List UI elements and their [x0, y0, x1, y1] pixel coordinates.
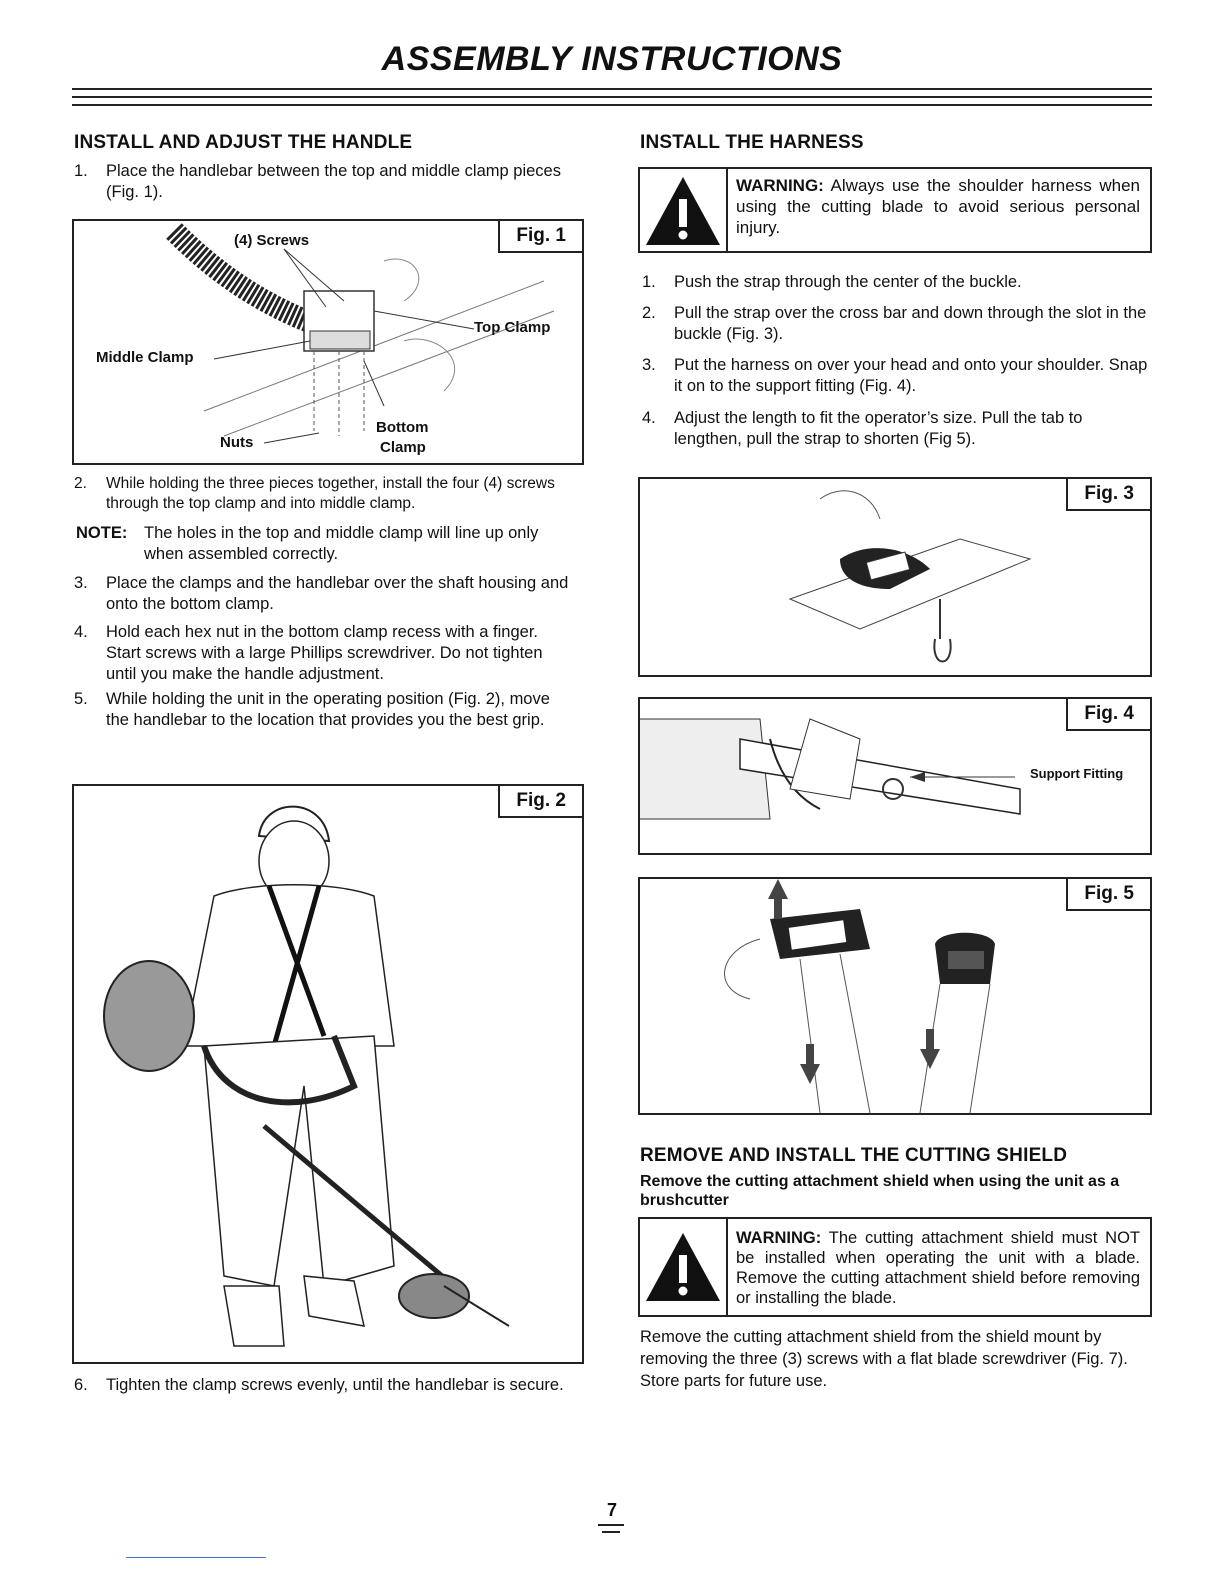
step-number: 1.: [74, 162, 88, 180]
warning-label: WARNING:: [736, 1229, 822, 1247]
step-text: While holding the unit in the operating position (Fig. 2), move the handlebar to the location that provides you the best grip.: [106, 690, 550, 729]
page-number-rule: [598, 1524, 624, 1526]
step-number: 3.: [74, 574, 88, 592]
page-number-rule: [602, 1531, 620, 1533]
title-rule: [72, 104, 1152, 106]
step-text: Place the clamps and the handlebar over the shaft housing and onto the bottom clamp.: [106, 574, 569, 613]
harness-heading: INSTALL THE HARNESS: [640, 132, 864, 153]
warning-triangle-icon: [640, 169, 726, 251]
step-number: 2.: [642, 304, 656, 322]
note-text: The holes in the top and middle clamp will line up only when assembled correctly.: [144, 524, 539, 563]
shield-heading: REMOVE AND INSTALL THE CUTTING SHIELD: [640, 1145, 1068, 1166]
step-text: Put the harness on over your head and onto your shoulder. Snap it on to the support fitting (Fig. 4).: [674, 356, 1148, 395]
callout-nuts: Nuts: [220, 434, 254, 451]
figure-5: [638, 877, 1152, 1115]
shield-subheading: Remove the cutting attachment shield when using the unit as a brushcutter: [640, 1173, 1120, 1209]
clamp-illustration: [74, 221, 582, 463]
figure-label: Fig. 5: [1066, 879, 1150, 911]
step-number: 2.: [74, 475, 87, 492]
callout-clamp: Clamp: [380, 439, 426, 456]
footer-rule: [126, 1557, 266, 1558]
step-number: 5.: [74, 690, 88, 708]
harness-warning: [638, 167, 1152, 253]
figure-label: Fig. 3: [1066, 479, 1150, 511]
warning-icon: [640, 169, 728, 251]
step-number: 3.: [642, 356, 656, 374]
strap-adjust-illustration: [640, 879, 1150, 1113]
step-text: Adjust the length to fit the operator’s size. Pull the tab to lengthen, pull the strap to shorten (Fig 5).: [674, 409, 1083, 448]
step-text: Hold each hex nut in the bottom clamp recess with a finger. Start screws with a large Phillips screwdriver. Do not tighten until you make the handle adjustment.: [106, 623, 543, 683]
warning-icon: [640, 1219, 728, 1315]
step-text: While holding the three pieces together, install the four (4) screws through the top clamp and into middle clamp.: [106, 475, 555, 512]
note-label: NOTE:: [76, 524, 128, 542]
figure-1: [72, 219, 584, 465]
callout-support-fitting: Support Fitting: [1030, 766, 1124, 781]
step-number: 4.: [642, 409, 656, 427]
page-number: 7: [606, 1500, 617, 1520]
warning-text: [736, 175, 1140, 238]
figure-4: [638, 697, 1152, 855]
title-rule: [72, 88, 1152, 90]
callout-top-clamp: Top Clamp: [474, 319, 551, 336]
figure-2: [72, 784, 584, 1364]
handle-heading: INSTALL AND ADJUST THE HANDLE: [74, 132, 413, 153]
title-rule: [72, 96, 1152, 98]
warning-triangle-icon: [640, 1219, 726, 1315]
warning-label: WARNING:: [736, 176, 824, 195]
warning-body: Always use the shoulder harness when using the cutting blade to avoid serious personal injury.: [736, 176, 1140, 237]
step-number: 1.: [642, 273, 656, 291]
shield-warning: [638, 1217, 1152, 1317]
step-text: Push the strap through the center of the buckle.: [674, 273, 1022, 291]
callout-bottom: Bottom: [376, 419, 429, 436]
callout-screws: (4) Screws: [234, 232, 310, 249]
shield-body: Remove the cutting attachment shield from the shield mount by removing the three (3) screws with a flat blade screwdriver (Fig. 7). Store parts for future use.: [640, 1328, 1128, 1390]
warning-body: The cutting attachment shield must NOT be installed when operating the unit with a blade. Remove the cutting attachment shield before removing or installing the blade.: [736, 1229, 1140, 1307]
figure-label: Fig. 4: [1066, 699, 1150, 731]
step-text: Place the handlebar between the top and middle clamp pieces (Fig. 1).: [106, 162, 561, 201]
step-text: Tighten the clamp screws evenly, until the handlebar is secure.: [106, 1376, 564, 1394]
step-number: 6.: [74, 1376, 88, 1394]
step-number: 4.: [74, 623, 88, 641]
figure-label: Fig. 2: [498, 786, 582, 818]
step-text: Pull the strap over the cross bar and down through the slot in the buckle (Fig. 3).: [674, 304, 1147, 343]
warning-text: [736, 1228, 1140, 1308]
figure-3: [638, 477, 1152, 677]
page-title: ASSEMBLY INSTRUCTIONS: [381, 40, 843, 78]
operator-illustration: [74, 786, 582, 1362]
figure-label: Fig. 1: [498, 221, 582, 253]
callout-middle-clamp: Middle Clamp: [96, 349, 194, 366]
